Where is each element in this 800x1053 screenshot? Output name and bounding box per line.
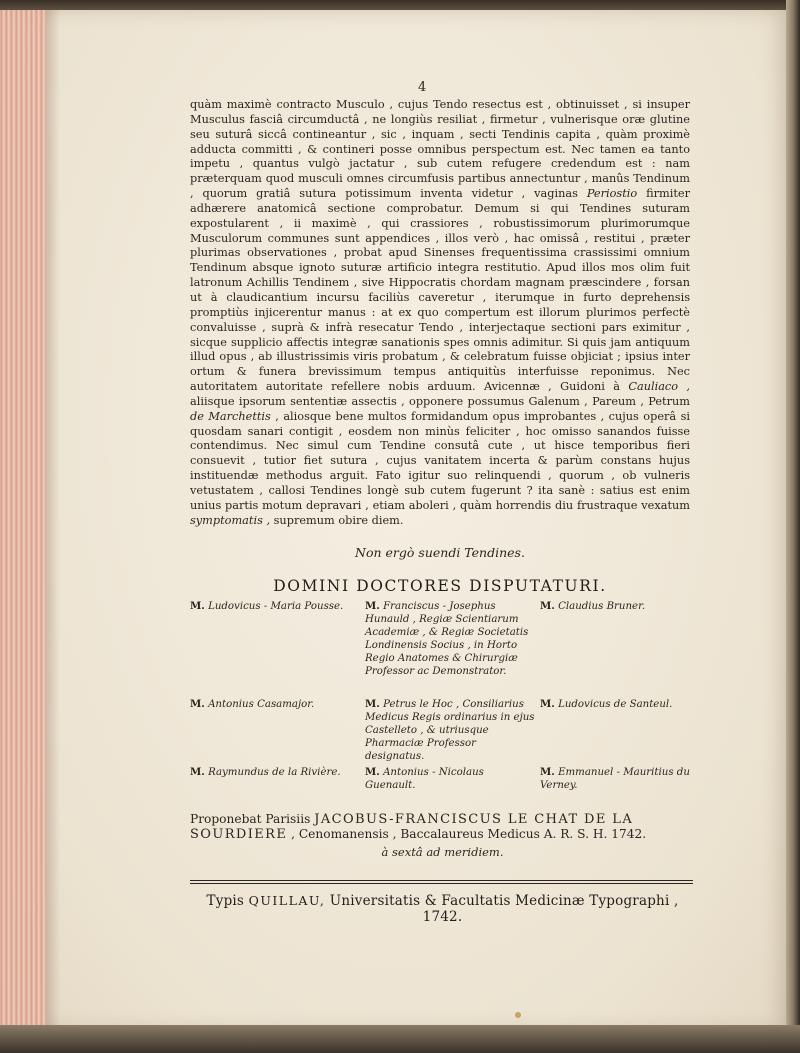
doctor-prefix: M. <box>190 600 205 612</box>
doctor-prefix: M. <box>190 698 205 710</box>
disputation-hour: à sextâ ad meridiem. <box>381 845 504 859</box>
italic-term: Cauliaco , <box>628 380 690 394</box>
body-text-part: supremum obire diem. <box>270 513 404 527</box>
printer-imprint <box>190 893 695 925</box>
imprint-rule-bottom <box>190 883 693 884</box>
doctor-entry <box>190 600 360 613</box>
doctor-name: Raymundus de la Rivière. <box>208 767 341 778</box>
doctor-prefix: M. <box>190 766 205 778</box>
doctor-prefix: M. <box>540 698 555 710</box>
body-text-part: , aliosque bene multos formidandum opus improbantes , cujus operâ si quosdam sanari contigit , eosdem non minùs feliciter , hoc omisso sanandos fuisse contendimus. Nec simul cum Tendine consutâ cute , ut hisce temporibus fieri consuevit , tutior fiet sutura , cujus vanitatem incerta & parùm constans hujus instituendæ methodus arguit. Fato igitur suo relinquendi , quorum , ob vulneris vetustatem , callosi Tendines longè sub cutem fugerunt ? ita sanè : satius est enim unius partis motum depravari , etiam aboleri , quàm horrendis diu frustraque vexatum <box>190 409 690 512</box>
doctor-entry <box>365 766 535 792</box>
doctor-prefix: M. <box>365 698 380 710</box>
doctor-prefix: M. <box>540 600 555 612</box>
doctor-prefix: M. <box>540 766 555 778</box>
imprint-rest: Universitatis & Facultatis Medicinæ Typographi , 1742. <box>325 893 679 925</box>
imprint-printer: QUILLAU, <box>248 893 326 908</box>
doctor-prefix: M. <box>365 766 380 778</box>
body-text-part: firmiter adhærere anatomicâ sectione comprobatur. Demum si qui Tendines suturam expostularent , ii maximè , qui crassiores , robustissimorum plurimorumque Musculorum communes sunt appendices , illos verò , hac omissâ , restitui , præter plurimas observationes , probat apud Sinenses frequentissima crassissimi omnium Tendinum absque ignoto suturæ artificio integra restitutio. Apud illos mos olim fuit latronum Achillis Tendinem , sive Hippocratis chordam magnam præscindere , forsan ut à claudicantium incursu faciliùs caveretur , iterumque in furto deprehensis promptiùs injicerentur manus : at ex quo compertum est illorum plurimos perfectè convaluisse , suprà & infrà resecatur Tendo , interjectaque sectioni pars eximitur , sicque supplicio affectis integræ sanationis spes omnis adimitur. Si quis jam antiquum illud opus , ab illustrissimis viris probatum , & celebratum fuisse objiciat ; ipsius inter ortum & funera brevissimum tempus antiquitùs interfuisse reponimus. Nec autoritatem autoritate refellere nobis arduum. Avicennæ , Guidoni à <box>190 187 690 394</box>
page-number: 4 <box>418 80 427 95</box>
proponent-prefix: Proponebat Parisiis <box>190 812 311 826</box>
doctor-entry <box>365 600 535 678</box>
doctor-name: Claudius Bruner. <box>558 601 646 612</box>
doctor-name: Petrus le Hoc , Consiliarius Medicus Regis ordinarius in ejus Castelleto , & utriusque Pharmaciæ Professor designatus. <box>365 699 535 762</box>
page-gutter-shadow <box>46 10 60 1030</box>
proponent-name: JACOBUS-FRANCISCUS LE CHAT DE LA SOURDIERE <box>190 812 634 842</box>
paper-stain <box>515 1012 521 1018</box>
imprint-prefix: Typis <box>206 893 245 909</box>
scan-bottom-border <box>0 1025 800 1053</box>
scan-right-border <box>786 0 800 1053</box>
body-paragraph <box>190 98 690 528</box>
italic-term: symptomatis , <box>190 513 271 527</box>
doctor-name: Antonius Casamajor. <box>208 699 315 710</box>
doctors-list <box>190 600 700 790</box>
page-fore-edge <box>0 10 46 1030</box>
doctor-entry <box>540 698 700 711</box>
doctor-entry <box>190 766 360 779</box>
thesis-conclusion: Non ergò suendi Tendines. <box>355 545 525 560</box>
doctor-name: Emmanuel - Mauritius du Verney. <box>540 767 690 791</box>
body-text-part: quàm maximè contracto Musculo , cujus Tendo resectus est , obtinuisset , si insuper Musculus fasciâ circumductâ , ne longiùs resiliat , firmetur , vulnerisque oræ glutine seu suturâ siccâ contineantur , sic , inquam , secti Tendinis capita , quàm proximè adducta committi , & contineri posse omnibus perspectum est. Nec tamen ea tanto impetu , quantus vulgò jactatur , sub cutem refugere credendum est : nam præterquam quod musculi omnes circumfusis partibus annectuntur , manûs Tendinum , quorum gratiâ sutura potissimum inventa videtur , vaginas <box>190 98 690 201</box>
body-text-part: aliisque ipsorum sententiæ assectis , opponere possumus Galenum , Pareum , Petrum <box>190 394 690 408</box>
proponent-details: , Cenomanensis , Baccalaureus Medicus A. R. S. H. 1742. <box>291 827 647 841</box>
imprint-rule-top <box>190 880 693 881</box>
doctor-entry <box>540 600 700 613</box>
doctors-heading: DOMINI DOCTORES DISPUTATURI. <box>273 577 607 595</box>
italic-term: Periostio <box>586 187 638 201</box>
doctor-name: Antonius - Nicolaus Guenault. <box>365 767 484 791</box>
doctor-entry <box>190 698 360 711</box>
doctor-name: Franciscus - Josephus Hunauld , Regiæ Scientiarum Academiæ , & Regiæ Societatis Londinensis Socius , in Horto Regio Anatomes & Chirurgiæ Professor ac Demonstrator. <box>365 601 529 677</box>
doctor-name: Ludovicus - Maria Pousse. <box>208 601 344 612</box>
doctor-entry <box>365 698 535 763</box>
italic-term: de Marchettis <box>190 409 271 423</box>
doctor-name: Ludovicus de Santeul. <box>558 699 673 710</box>
doctor-entry <box>540 766 700 792</box>
doctor-prefix: M. <box>365 600 380 612</box>
proponent-line <box>190 812 695 842</box>
